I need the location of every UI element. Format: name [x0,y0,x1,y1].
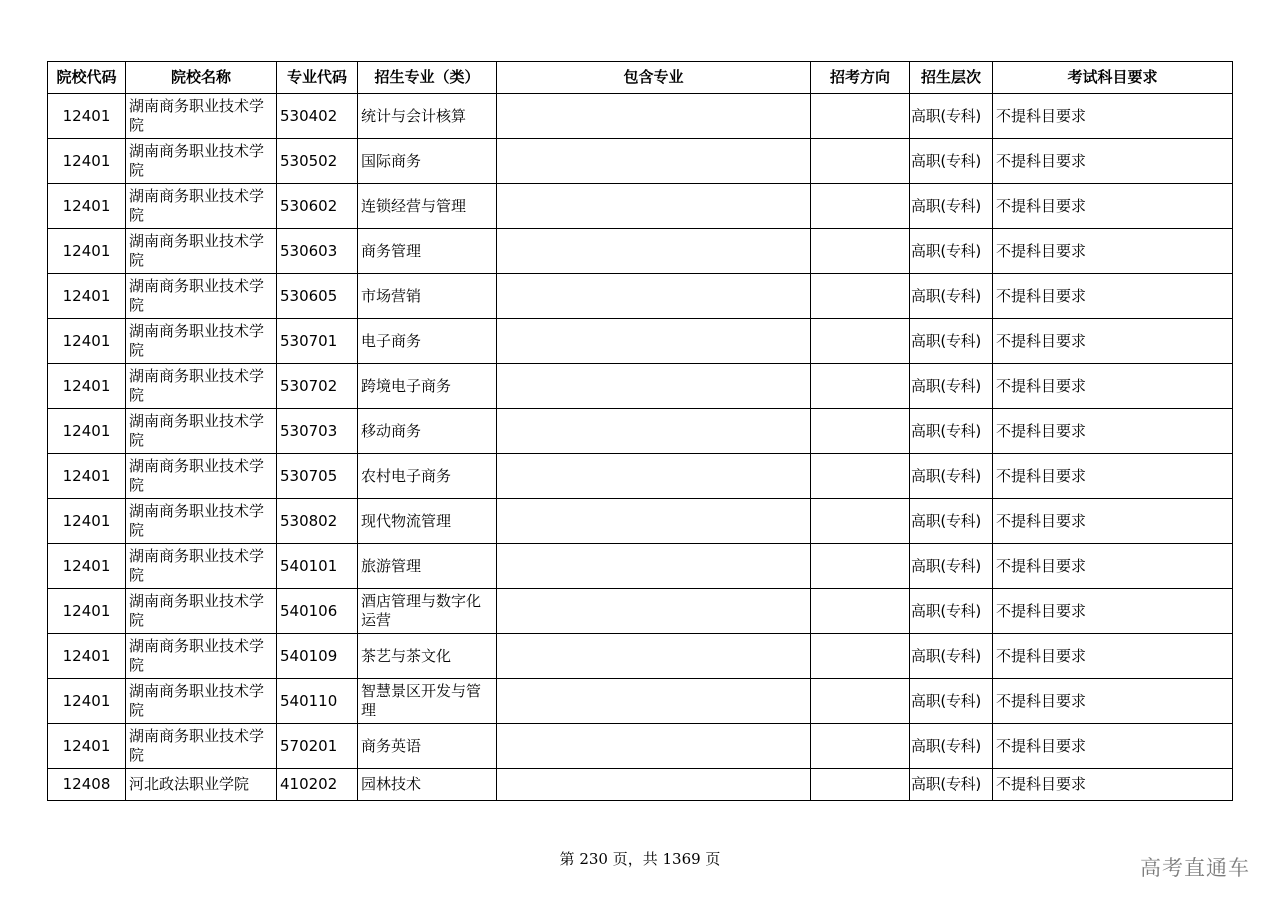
table-row [48,454,1233,499]
cell-major: 国际商务 [358,139,497,184]
cell-requirement: 不提科目要求 [993,679,1233,724]
cell-school-name: 湖南商务职业技术学院 [126,184,277,229]
cell-requirement: 不提科目要求 [993,589,1233,634]
cell-school-name: 湖南商务职业技术学院 [126,139,277,184]
cell-school-code: 12401 [48,229,126,274]
cell-major: 连锁经营与管理 [358,184,497,229]
cell-school-name: 湖南商务职业技术学院 [126,229,277,274]
cell-school-name: 湖南商务职业技术学院 [126,454,277,499]
cell-major-code: 530402 [277,94,358,139]
table-row [48,184,1233,229]
cell-level: 高职(专科) [910,589,993,634]
cell-requirement: 不提科目要求 [993,409,1233,454]
admissions-table [47,61,1233,801]
cell-school-name: 湖南商务职业技术学院 [126,409,277,454]
cell-level: 高职(专科) [910,139,993,184]
cell-requirement: 不提科目要求 [993,94,1233,139]
table-row [48,679,1233,724]
table-row [48,364,1233,409]
cell-level: 高职(专科) [910,184,993,229]
cell-major-code: 530702 [277,364,358,409]
cell-school-code: 12401 [48,94,126,139]
cell-level: 高职(专科) [910,94,993,139]
cell-school-code: 12401 [48,139,126,184]
cell-school-name: 湖南商务职业技术学院 [126,274,277,319]
cell-direction [811,364,910,409]
table-row [48,139,1233,184]
cell-major-code: 410202 [277,769,358,801]
cell-direction [811,139,910,184]
cell-school-code: 12401 [48,679,126,724]
cell-direction [811,454,910,499]
cell-included-majors [497,94,811,139]
table-row [48,769,1233,801]
cell-requirement: 不提科目要求 [993,319,1233,364]
cell-included-majors [497,184,811,229]
cell-school-name: 湖南商务职业技术学院 [126,499,277,544]
cell-major-code: 530605 [277,274,358,319]
table-body [48,94,1233,801]
cell-major-code: 530703 [277,409,358,454]
cell-requirement: 不提科目要求 [993,544,1233,589]
cell-school-name: 湖南商务职业技术学院 [126,544,277,589]
cell-school-code: 12401 [48,364,126,409]
cell-included-majors [497,544,811,589]
cell-direction [811,184,910,229]
cell-level: 高职(专科) [910,319,993,364]
cell-included-majors [497,454,811,499]
header-included-majors: 包含专业 [497,62,811,94]
cell-school-code: 12401 [48,589,126,634]
cell-direction [811,499,910,544]
header-direction: 招考方向 [811,62,910,94]
table-row [48,499,1233,544]
table-row [48,229,1233,274]
cell-direction [811,769,910,801]
cell-level: 高职(专科) [910,544,993,589]
cell-major: 商务英语 [358,724,497,769]
cell-level: 高职(专科) [910,409,993,454]
cell-direction [811,724,910,769]
cell-level: 高职(专科) [910,634,993,679]
cell-included-majors [497,274,811,319]
cell-major: 旅游管理 [358,544,497,589]
cell-major: 跨境电子商务 [358,364,497,409]
cell-school-name: 湖南商务职业技术学院 [126,634,277,679]
cell-direction [811,229,910,274]
cell-school-code: 12401 [48,409,126,454]
cell-major-code: 530603 [277,229,358,274]
cell-major: 市场营销 [358,274,497,319]
cell-included-majors [497,364,811,409]
header-major: 招生专业（类） [358,62,497,94]
header-requirement: 考试科目要求 [993,62,1233,94]
cell-included-majors [497,319,811,364]
header-row [48,62,1233,94]
cell-school-code: 12401 [48,454,126,499]
cell-major-code: 530705 [277,454,358,499]
cell-major-code: 570201 [277,724,358,769]
cell-level: 高职(专科) [910,499,993,544]
cell-direction [811,634,910,679]
watermark-text: 高考直通车 [1140,856,1250,880]
cell-major-code: 530502 [277,139,358,184]
cell-school-code: 12401 [48,499,126,544]
cell-level: 高职(专科) [910,724,993,769]
cell-level: 高职(专科) [910,229,993,274]
cell-direction [811,544,910,589]
cell-major-code: 540101 [277,544,358,589]
cell-requirement: 不提科目要求 [993,724,1233,769]
table-row [48,544,1233,589]
cell-major-code: 530802 [277,499,358,544]
cell-school-code: 12401 [48,319,126,364]
table-row [48,319,1233,364]
cell-major: 移动商务 [358,409,497,454]
cell-included-majors [497,589,811,634]
cell-school-name: 河北政法职业学院 [126,769,277,801]
cell-requirement: 不提科目要求 [993,139,1233,184]
header-school-code: 院校代码 [48,62,126,94]
cell-included-majors [497,229,811,274]
cell-major: 统计与会计核算 [358,94,497,139]
cell-requirement: 不提科目要求 [993,184,1233,229]
cell-school-code: 12401 [48,274,126,319]
cell-school-name: 湖南商务职业技术学院 [126,724,277,769]
cell-requirement: 不提科目要求 [993,499,1233,544]
cell-requirement: 不提科目要求 [993,274,1233,319]
cell-direction [811,409,910,454]
cell-major-code: 530602 [277,184,358,229]
cell-major-code: 540106 [277,589,358,634]
cell-level: 高职(专科) [910,274,993,319]
cell-requirement: 不提科目要求 [993,634,1233,679]
cell-major: 商务管理 [358,229,497,274]
cell-level: 高职(专科) [910,769,993,801]
cell-included-majors [497,409,811,454]
cell-included-majors [497,499,811,544]
table-row [48,634,1233,679]
cell-school-code: 12401 [48,634,126,679]
cell-level: 高职(专科) [910,454,993,499]
table-row [48,274,1233,319]
cell-school-name: 湖南商务职业技术学院 [126,679,277,724]
cell-major: 农村电子商务 [358,454,497,499]
cell-major-code: 540110 [277,679,358,724]
cell-included-majors [497,769,811,801]
table-row [48,409,1233,454]
header-level: 招生层次 [910,62,993,94]
page-number: 第 230 页，共 1369 页 [559,850,721,868]
table-row [48,589,1233,634]
cell-major-code: 530701 [277,319,358,364]
cell-major: 园林技术 [358,769,497,801]
cell-school-code: 12401 [48,544,126,589]
cell-level: 高职(专科) [910,679,993,724]
cell-requirement: 不提科目要求 [993,769,1233,801]
cell-school-name: 湖南商务职业技术学院 [126,589,277,634]
cell-major: 酒店管理与数字化运营 [358,589,497,634]
cell-major: 智慧景区开发与管理 [358,679,497,724]
cell-included-majors [497,139,811,184]
cell-school-code: 12401 [48,724,126,769]
cell-requirement: 不提科目要求 [993,229,1233,274]
cell-school-code: 12408 [48,769,126,801]
cell-major-code: 540109 [277,634,358,679]
cell-level: 高职(专科) [910,364,993,409]
cell-direction [811,274,910,319]
table-row [48,94,1233,139]
header-major-code: 专业代码 [277,62,358,94]
cell-direction [811,679,910,724]
table-row [48,724,1233,769]
cell-school-name: 湖南商务职业技术学院 [126,364,277,409]
cell-direction [811,319,910,364]
cell-included-majors [497,724,811,769]
cell-major: 现代物流管理 [358,499,497,544]
cell-school-code: 12401 [48,184,126,229]
cell-major: 电子商务 [358,319,497,364]
cell-direction [811,94,910,139]
cell-major: 茶艺与茶文化 [358,634,497,679]
cell-included-majors [497,679,811,724]
cell-school-name: 湖南商务职业技术学院 [126,94,277,139]
cell-requirement: 不提科目要求 [993,364,1233,409]
cell-direction [811,589,910,634]
cell-included-majors [497,634,811,679]
header-school-name: 院校名称 [126,62,277,94]
cell-school-name: 湖南商务职业技术学院 [126,319,277,364]
cell-requirement: 不提科目要求 [993,454,1233,499]
